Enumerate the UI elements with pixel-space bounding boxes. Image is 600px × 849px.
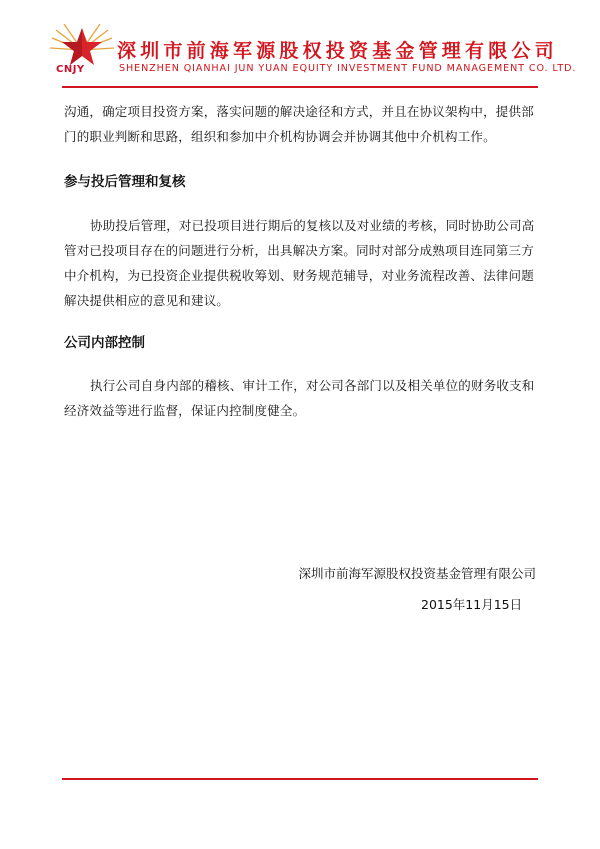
section-heading-internal-control: 公司内部控制 [64, 335, 145, 351]
header-divider [62, 86, 538, 88]
star-logo-icon [50, 24, 114, 68]
company-name-cn: 深圳市前海军源股权投资基金管理有限公司 [117, 40, 558, 62]
continuation-paragraph: 沟通，确定项目投资方案，落实问题的解决途径和方式，并且在协议架构中，提供部门的职业判断和思路，组织和参加中介机构协调会并协调其他中介机构工作。 [64, 104, 534, 144]
signature-date: 2015年11月15日 [421, 597, 523, 612]
footer-divider [62, 778, 538, 780]
section-text-post-investment: 协助投后管理，对已投项目进行期后的复核以及对业绩的考核，同时协助公司高管对已投项目存在的问题进行分析，出具解决方案。同时对部分成熟项目连同第三方中介机构，为已投资企业提供税收筹划、财务规范辅导，对业务流程改善、法律问题解决提供相应的意见和建议。 [64, 218, 535, 308]
company-name-en: SHENZHEN QIANHAI JUN YUAN EQUITY INVESTMENT FUND MANAGEMENT CO. LTD. [119, 63, 577, 74]
section-heading-post-investment: 参与投后管理和复核 [64, 174, 186, 190]
company-logo [50, 24, 114, 84]
logo-text: CNJY [56, 64, 85, 75]
section-text-internal-control: 执行公司自身内部的稽核、审计工作，对公司各部门以及相关单位的财务收支和经济效益等进行监督，保证内控制度健全。 [64, 378, 535, 418]
signature-company: 深圳市前海军源股权投资基金管理有限公司 [298, 566, 536, 581]
